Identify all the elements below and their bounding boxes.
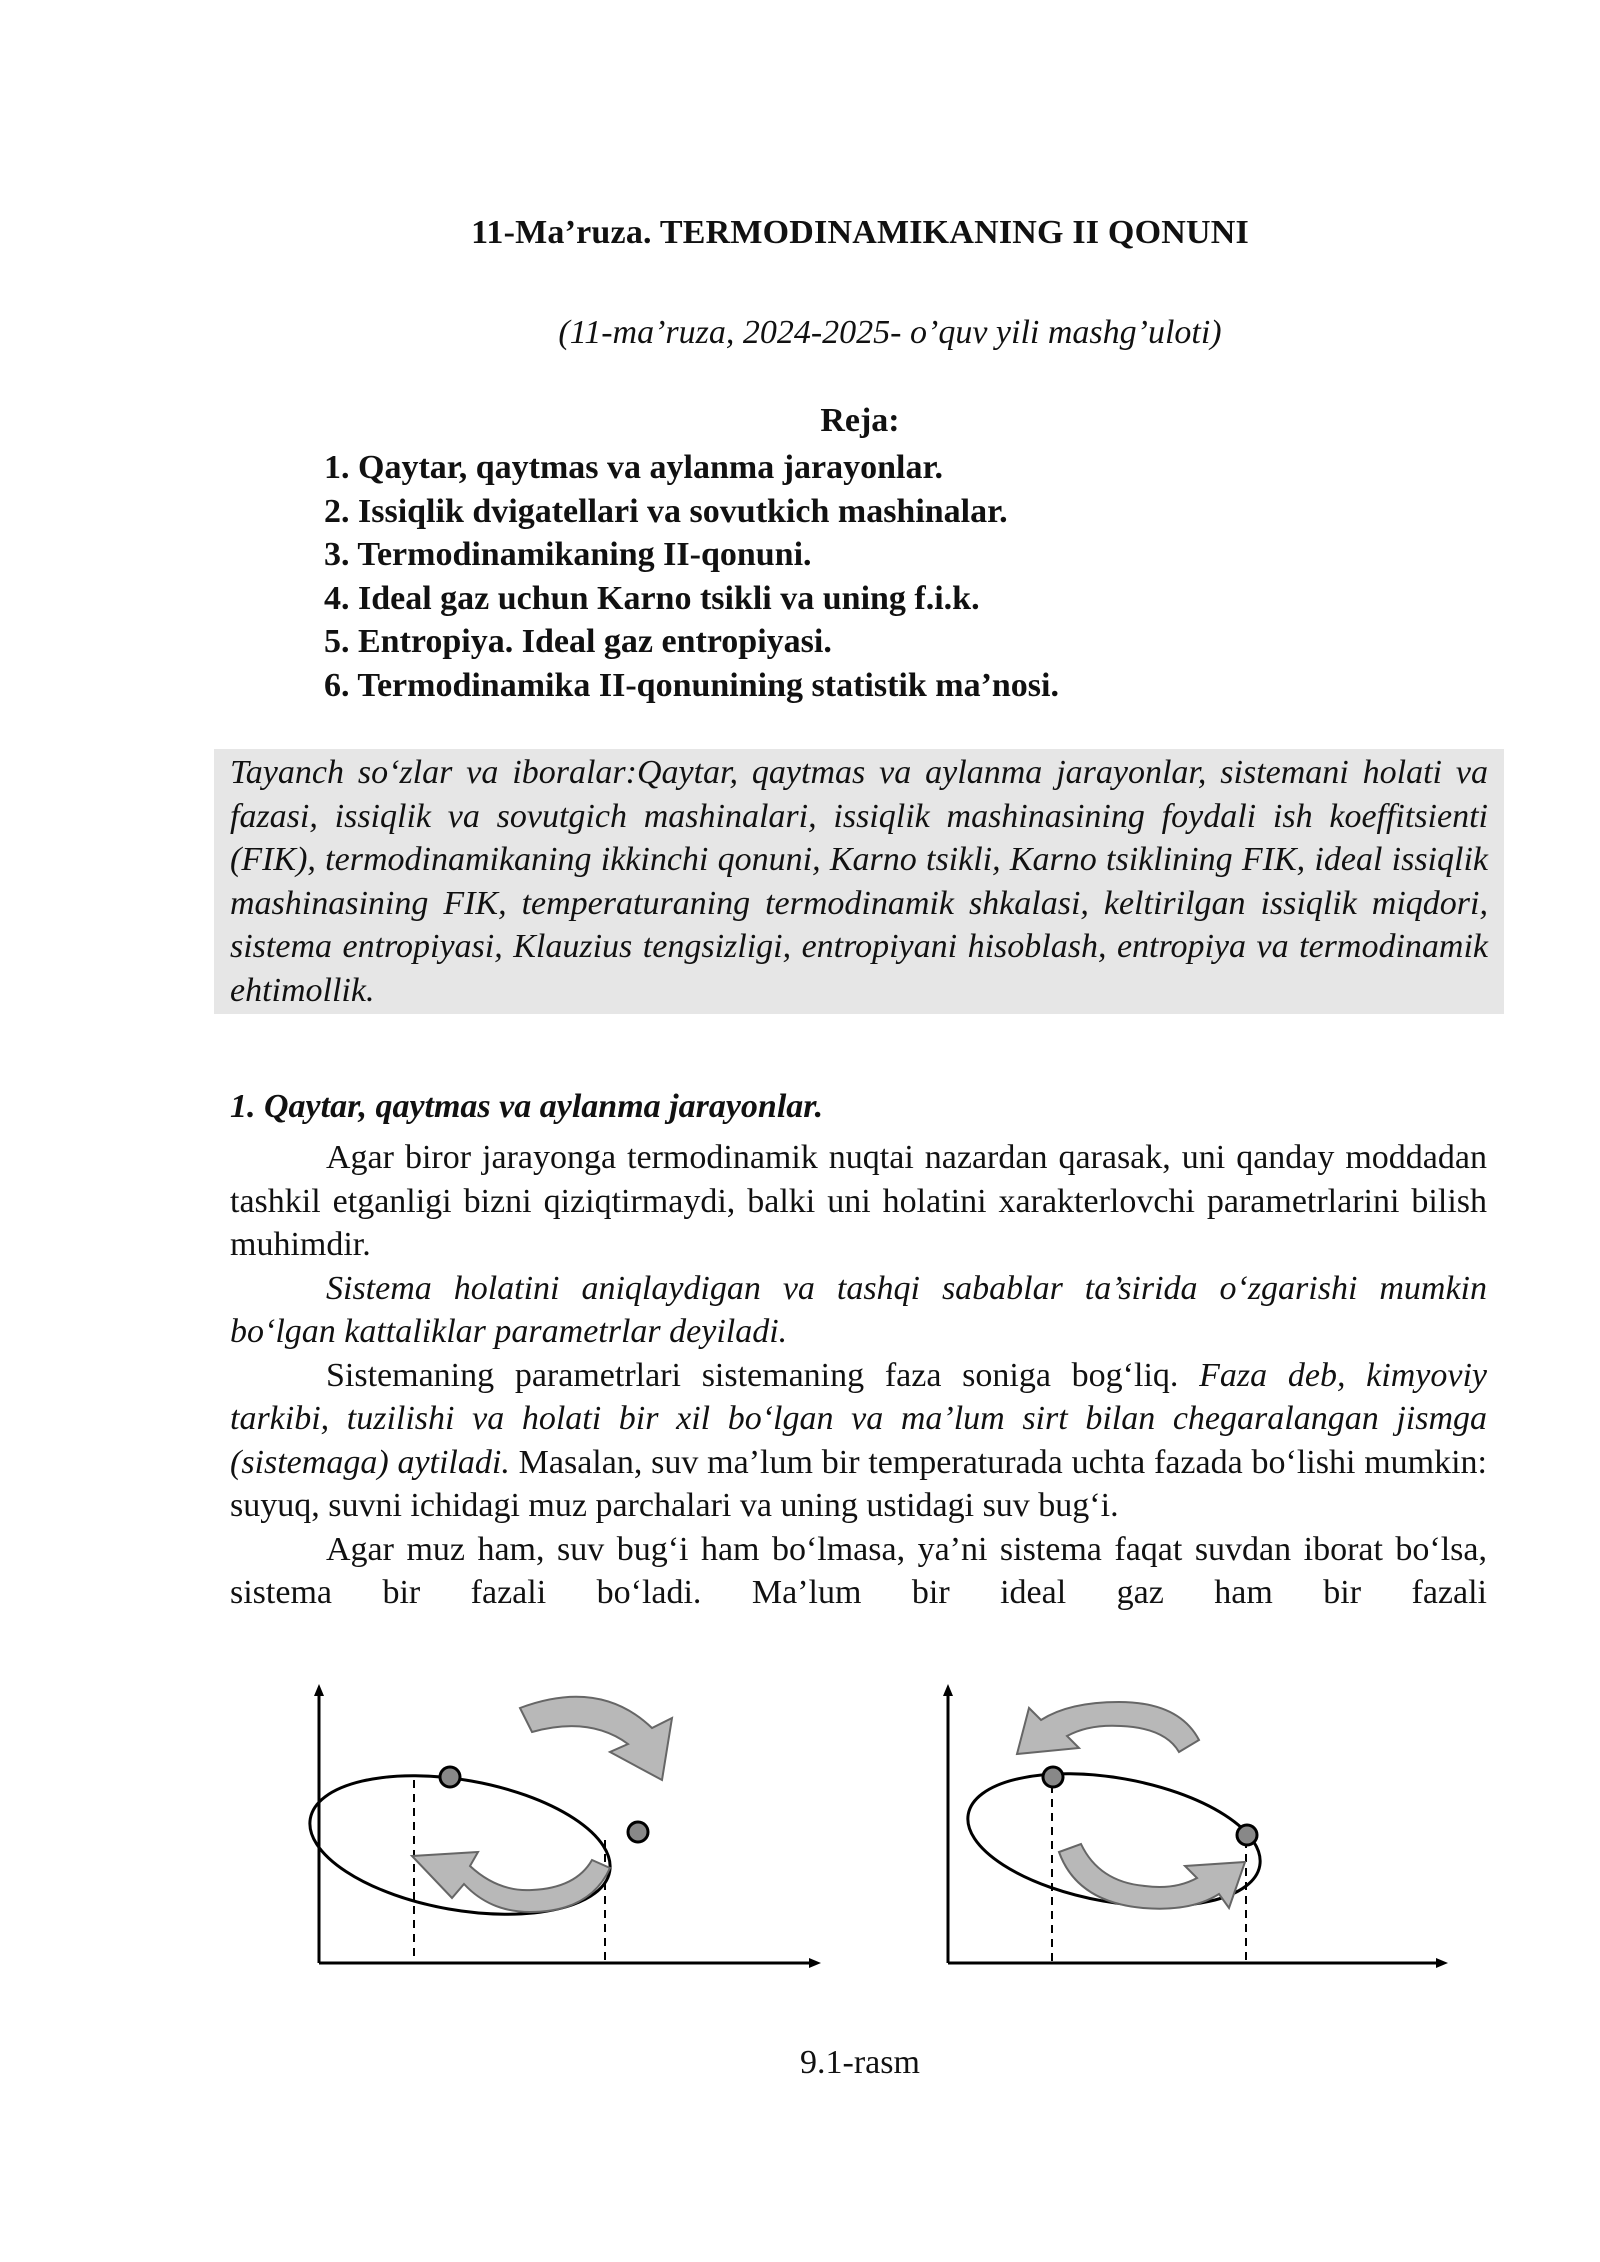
state-point (1237, 1825, 1257, 1845)
paragraph-definition: Sistema holatini aniqlaydigan va tashqi sabablar ta’sirida o‘zgarishi mumkin bo‘lgan kattaliklar parametrlar deyiladi. (230, 1269, 1487, 1350)
paragraph-text: Sistemaning parametrlari sistemaning faza soniga bog‘liq. (326, 1356, 1200, 1394)
plan-item: 4. Ideal gaz uchun Karno tsikli va uning f.i.k. (324, 579, 980, 617)
state-point (628, 1822, 648, 1842)
cycle-diagrams (300, 1680, 1470, 1990)
keywords-box: Tayanch so‘zlar va iboralar:Qaytar, qaytmas va aylanma jarayonlar, sistemani holati va fazasi, issiqlik va sovutgich mashinalari, issiqlik mashinasining foydali ish koeffitsienti (FIK), termodinamikaning ikkinchi qonuni, Karno tsikli, Karno tsiklining FIK, ideal issiqlik mashinasining FIK, temperaturaning termodinamik shkalasi, keltirilgan issiqlik miqdori, sistema entropiyasi, Klauzius tengsizligi, entropiyani hisoblash, entropiya va termodinamik ehtimollik. (214, 749, 1504, 1014)
section-body (230, 1136, 1487, 1615)
arrow-top (520, 1697, 672, 1780)
plan-item: 2. Issiqlik dvigatellari va sovutkich mashinalar. (324, 492, 1008, 530)
paragraph: Agar muz ham, suv bug‘i ham bo‘lmasa, ya’ni sistema faqat suvdan iborat bo‘lsa, sistema bir fazali bo‘ladi. Ma’lum bir ideal gaz ham bir fazali (230, 1530, 1487, 1611)
state-point (440, 1767, 460, 1787)
plan-item: 3. Termodinamikaning II-qonuni. (324, 536, 812, 573)
cycle-loop (300, 1755, 621, 1936)
state-point (1043, 1767, 1063, 1787)
section-heading: 1. Qaytar, qaytmas va aylanma jarayonlar. (230, 1088, 824, 1125)
paragraph: Agar biror jarayonga termodinamik nuqtai nazardan qarasak, uni qanday moddadan tashkil etganligi bizni qiziqtirmaydi, balki uni holatini xarakterlovchi parametrlarini bilish muhimdir. (230, 1139, 1487, 1263)
figure-caption: 9.1-rasm (800, 2044, 920, 2081)
cycle-diagram-left (300, 1690, 815, 1963)
plan-item: 1. Qaytar, qaytmas va aylanma jarayonlar. (324, 449, 943, 486)
plan-item: 5. Entropiya. Ideal gaz entropiyasi. (324, 623, 832, 660)
plan-list (324, 446, 1059, 707)
paragraph-text: Masalan, suv ma’lum bir temperaturada uchta fazada bo‘lishi mumkin: suyuq, suvni ichidagi muz parchalari va uning ustidagi suv bug‘i. (230, 1443, 1487, 1524)
lecture-subtitle: (11-ma’ruza, 2024-2025- o’quv yili mashg’uloti) (558, 314, 1222, 351)
figure-cycles (300, 1680, 1470, 1990)
arrow-top (1017, 1702, 1199, 1754)
phase-definition: Faza deb, kimyoviy tarkibi, tuzilishi va holati bir xil bo‘lgan va ma’lum sirt bilan chegaralangan jismga (sistemaga) aytiladi. (230, 1356, 1487, 1481)
lecture-title: 11-Ma’ruza. TERMODINAMIKANING II QONUNI (471, 214, 1249, 251)
plan-heading: Reja: (820, 402, 900, 439)
plan-item: 6. Termodinamika II-qonunining statistik ma’nosi. (324, 666, 1059, 704)
cycle-diagram-right (948, 1690, 1442, 1963)
paragraph (230, 1354, 1487, 1528)
